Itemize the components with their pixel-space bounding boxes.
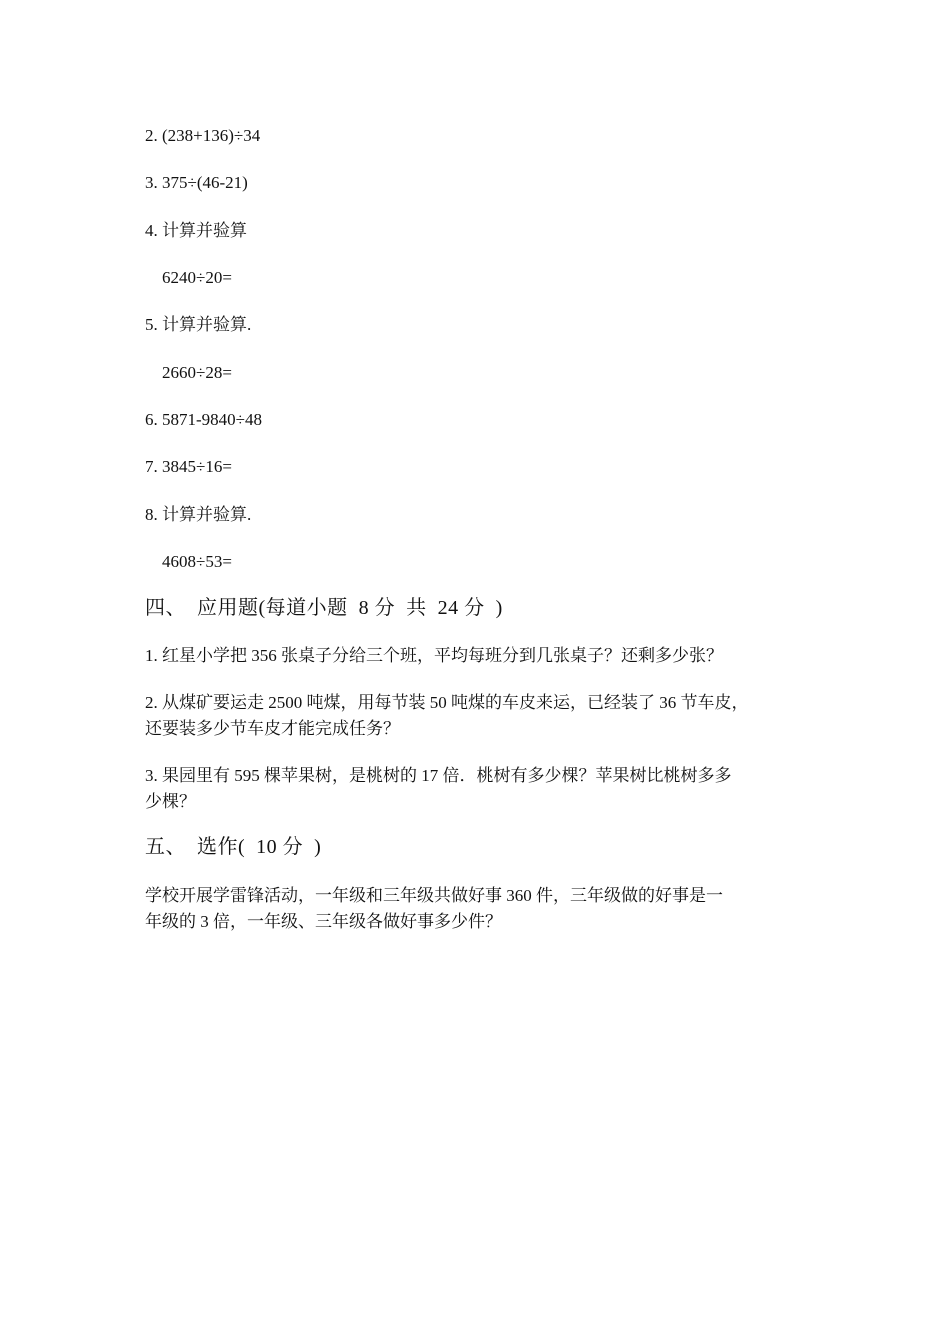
calc-item-7: 7. 3845÷16= [145,457,232,476]
calc-item-8-title: 8. 计算并验算. [145,505,252,524]
optional-problem-line-1: 学校开展学雷锋活动，一年级和三年级共做好事 360 件，三年级做的好事是一 [145,886,723,905]
calc-item-4-title: 4. 计算并验算 [145,221,247,240]
calc-item-4-expression: 6240÷20= [162,268,232,287]
calc-item-3: 3. 375÷(46-21) [145,173,248,192]
word-problem-3-line-1: 3. 果园里有 595 棵苹果树，是桃树的 17 倍．桃树有多少棵？苹果树比桃树多多 [145,766,732,785]
word-problem-1: 1. 红星小学把 356 张桌子分给三个班，平均每班分到几张桌子？还剩多少张？ [145,646,723,665]
calc-item-2: 2. (238+136)÷34 [145,126,261,145]
optional-problem-line-2: 年级的 3 倍，一年级、三年级各做好事多少件？ [145,912,502,931]
calc-item-5-title: 5. 计算并验算. [145,315,252,334]
word-problem-2-line-1: 2. 从煤矿要运走 2500 吨煤，用每节装 50 吨煤的车皮来运，已经装了 36 节车皮， [145,693,749,712]
section-5-heading: 五、 选作( 10 分 ) [145,836,322,858]
calc-item-6: 6. 5871-9840÷48 [145,410,262,429]
calc-item-8-expression: 4608÷53= [162,552,232,571]
word-problem-2-line-2: 还要装多少节车皮才能完成任务？ [145,719,400,738]
word-problem-3-line-2: 少棵？ [145,792,196,811]
section-4-heading: 四、 应用题(每道小题 8 分 共 24 分 ) [145,597,503,619]
calc-item-5-expression: 2660÷28= [162,363,232,382]
